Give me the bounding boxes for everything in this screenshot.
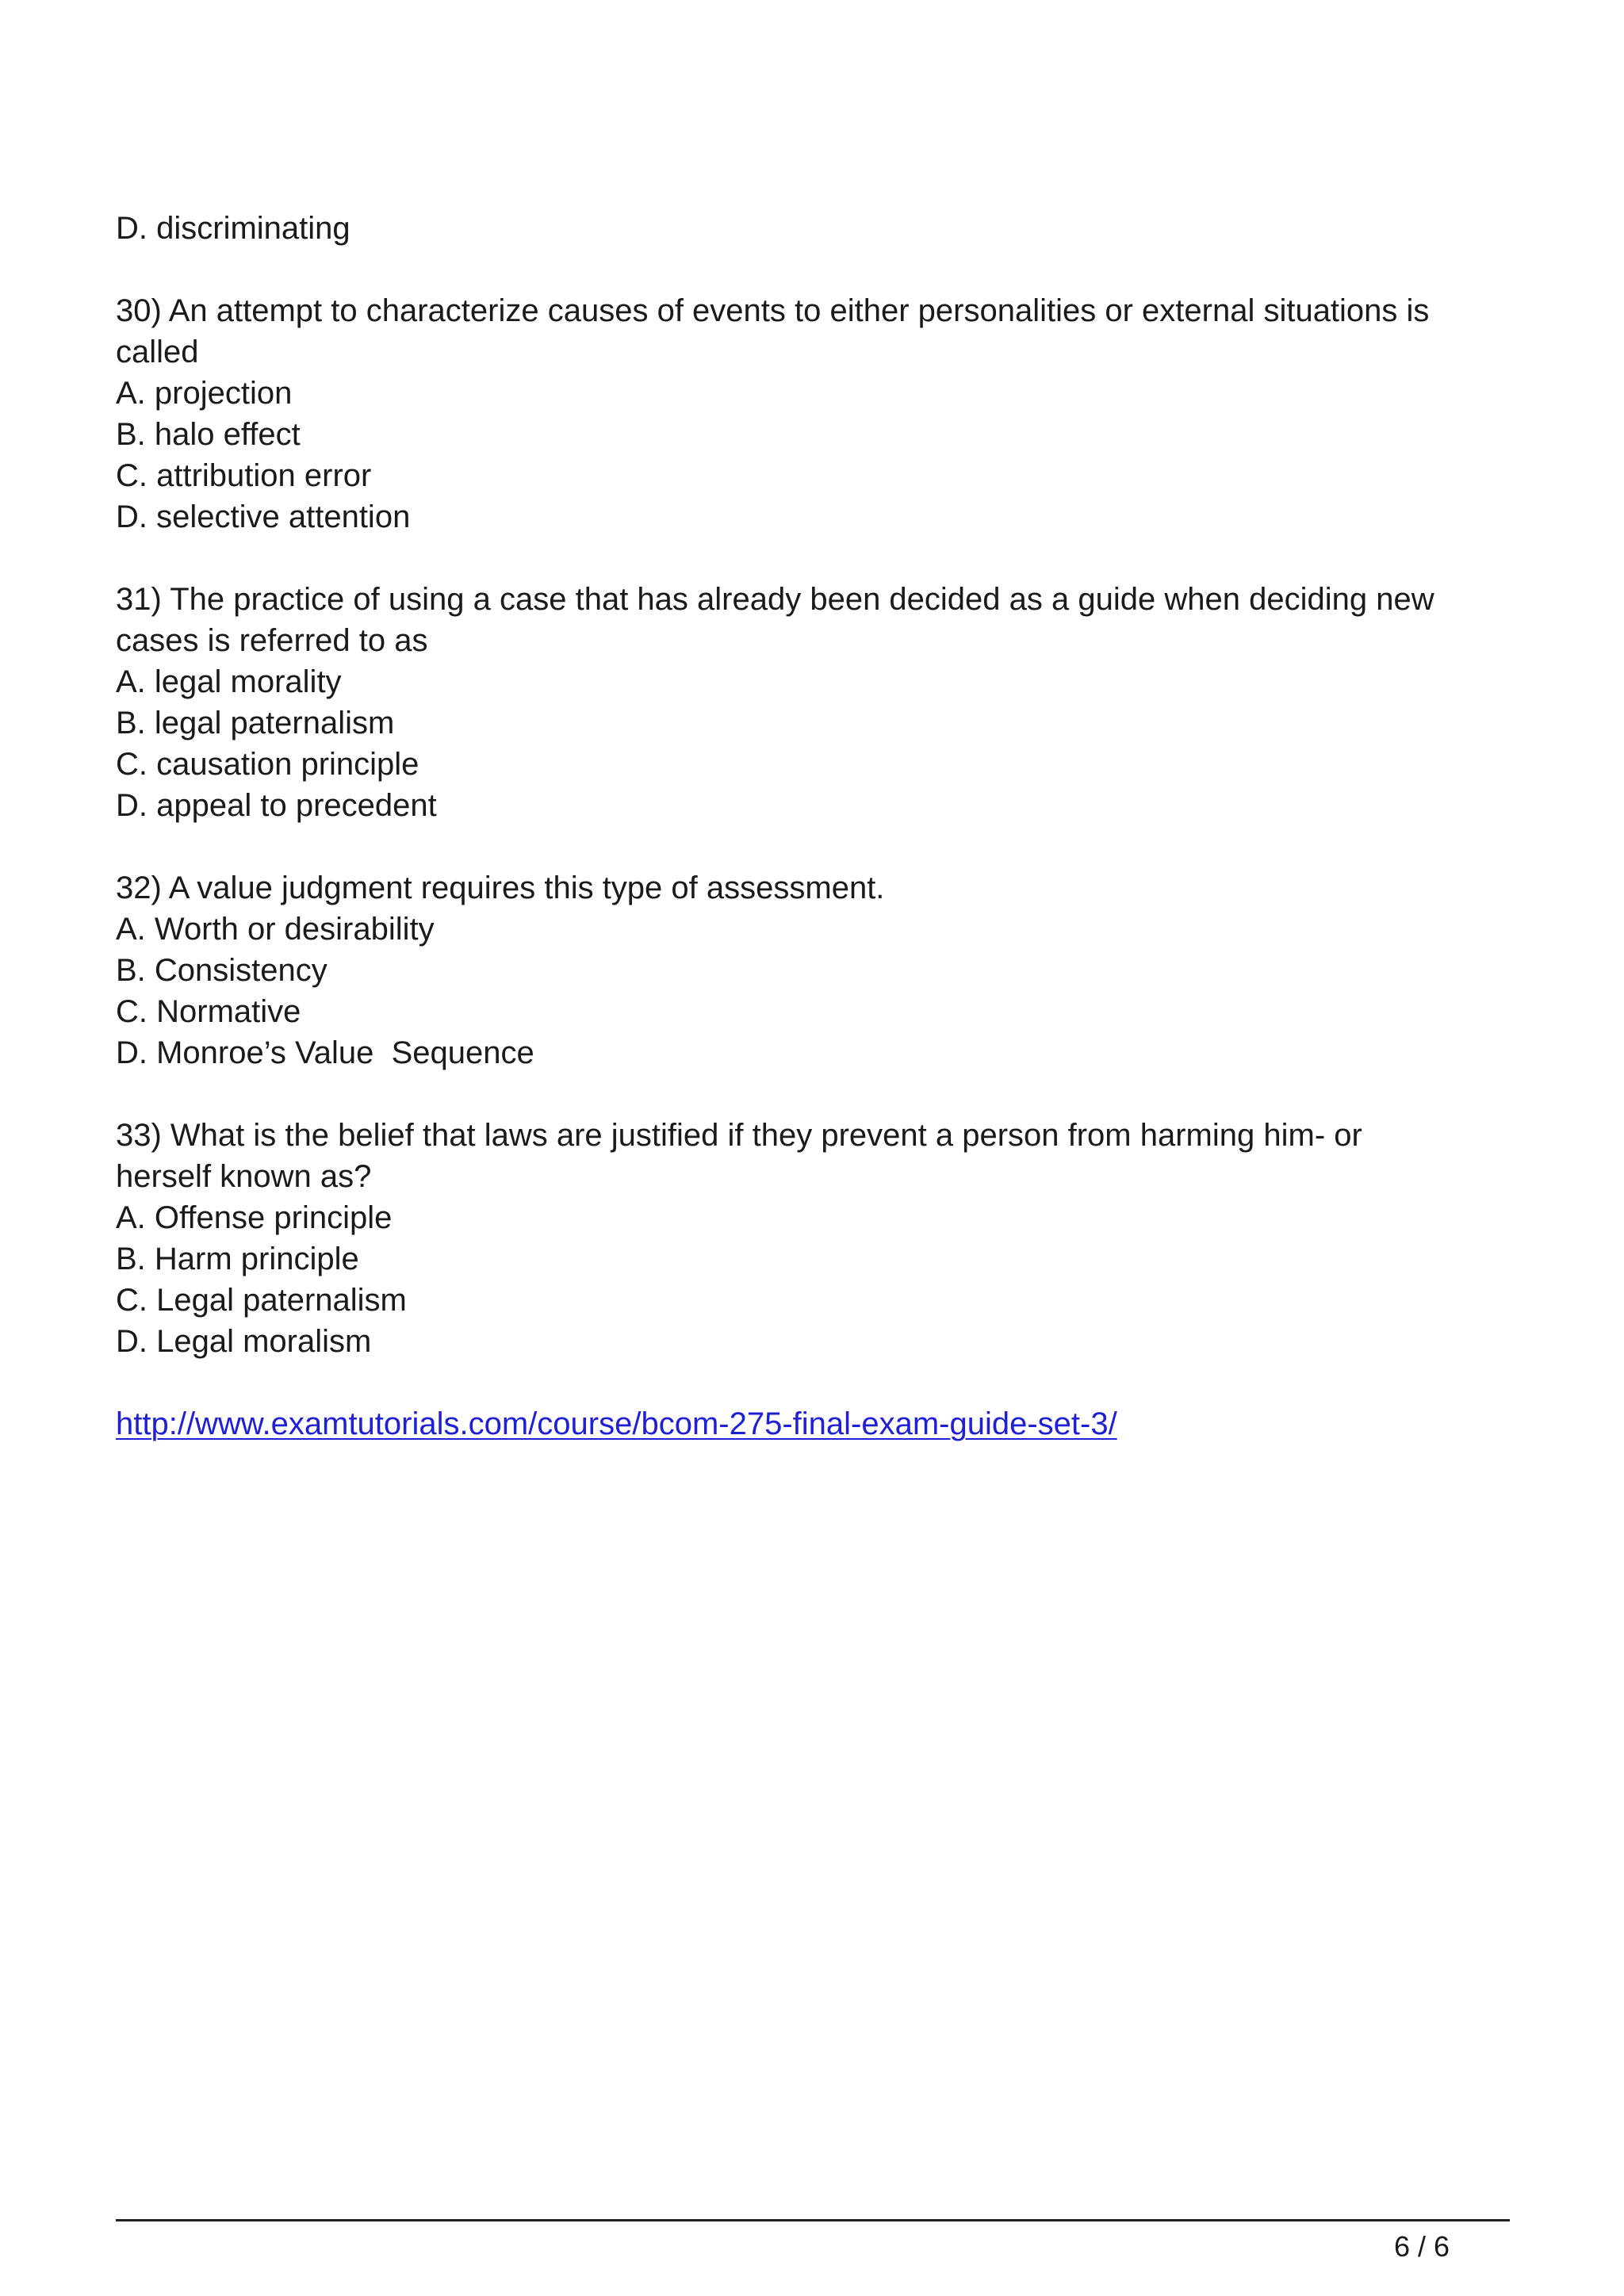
page-number: 6 / 6	[1393, 2230, 1450, 2263]
option-item: A. Offense principle	[116, 1200, 393, 1235]
option-item: D. appeal to precedent	[116, 788, 437, 823]
question-prompt: cases is referred to as	[116, 623, 428, 658]
question-prompt: 31) The practice of using a case that has already been decided as a guide when deciding new	[116, 582, 1434, 617]
option-item: B. halo effect	[116, 417, 301, 452]
option-item: A. projection	[116, 376, 293, 411]
option-item: B. legal paternalism	[116, 706, 395, 740]
option-item: A. Worth or desirability	[116, 912, 435, 947]
option-item: C. causation principle	[116, 747, 419, 782]
question-prompt: 30) An attempt to characterize causes of events to either personalities or external situations is	[116, 293, 1430, 328]
question-31	[116, 579, 1511, 826]
footer-divider	[116, 2219, 1510, 2221]
question-32	[116, 867, 1511, 1073]
option-item: C. attribution error	[116, 458, 372, 493]
question-33	[116, 1115, 1511, 1362]
option-item: C. Normative	[116, 994, 301, 1029]
course-link[interactable]: http://www.examtutorials.com/course/bcom-275-final-exam-guide-set-3/	[116, 1406, 1117, 1441]
question-prompt: herself known as?	[116, 1159, 372, 1194]
question-30	[116, 290, 1511, 538]
option-item: C. Legal paternalism	[116, 1283, 407, 1318]
question-prompt: called	[116, 335, 199, 369]
option-item: D. Legal moralism	[116, 1324, 372, 1359]
option-item: D. selective attention	[116, 499, 411, 534]
question-prompt: 33) What is the belief that laws are justified if they prevent a person from harming him- or	[116, 1118, 1362, 1153]
document-body	[116, 208, 1511, 1445]
link-block	[116, 1403, 1511, 1445]
option-item: A. legal morality	[116, 664, 342, 699]
carryover-options	[116, 208, 1511, 249]
option-item: B. Consistency	[116, 953, 327, 988]
question-prompt: 32) A value judgment requires this type of assessment.	[116, 871, 885, 905]
option-item: D. Monroe’s Value Sequence	[116, 1035, 534, 1070]
option-item: D. discriminating	[116, 211, 350, 246]
option-item: B. Harm principle	[116, 1242, 359, 1276]
